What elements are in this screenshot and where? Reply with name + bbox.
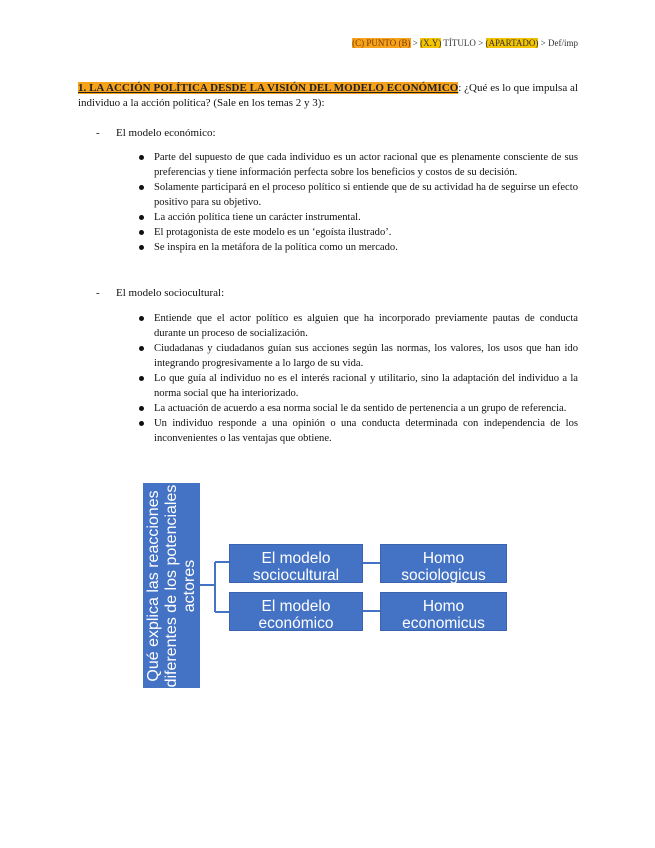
- list-item: Se inspira en la metáfora de la política como un mercado.: [136, 240, 578, 255]
- list-item: La actuación de acuerdo a esa norma social le da sentido de pertenencia a un grupo de referencia.: [136, 401, 578, 416]
- section-heading: [78, 81, 578, 111]
- running-header: [352, 38, 578, 48]
- box-sociocultural-model: El modelo sociocultural: [229, 544, 363, 583]
- dash-marker: -: [96, 287, 100, 299]
- header-apartado: (APARTADO): [485, 38, 539, 48]
- box-economic-model: El modelo económico: [229, 592, 363, 631]
- list-item: Parte del supuesto de que cada individuo es un actor racional que es plenamente consciente de sus preferencias y tiene información perfecta sobre los beneficios y costos de su decisión.: [136, 150, 578, 180]
- section-label: El modelo económico:: [116, 127, 216, 139]
- header-defimp: > Def/imp: [538, 38, 578, 48]
- heading-question: : ¿Qué es lo que impulsa al individuo a la acción política? (Sale en los temas 2 y 3):: [78, 82, 578, 109]
- root-label: Qué explica las reacciones diferentes de los potenciales actores: [144, 484, 198, 687]
- list-item: El protagonista de este modelo es un ‘egoísta ilustrado’.: [136, 225, 578, 240]
- section-economic-label: [96, 127, 216, 139]
- header-separator: >: [475, 38, 486, 48]
- root-connector: [200, 562, 229, 612]
- root-box: [143, 483, 200, 688]
- section-label: El modelo sociocultural:: [116, 287, 225, 299]
- economic-model-list: [136, 150, 578, 255]
- sociocultural-model-list: [136, 311, 578, 446]
- header-punto: (C) PUNTO (B): [352, 38, 411, 48]
- section-sociocultural-label: [96, 287, 224, 299]
- header-xy: (X.Y): [420, 38, 442, 48]
- list-item: Entiende que el actor político es alguien que ha incorporado previamente pautas de conducta durante un proceso de socialización.: [136, 311, 578, 341]
- list-item: La acción política tiene un carácter instrumental.: [136, 210, 578, 225]
- dash-marker: -: [96, 127, 100, 139]
- header-titulo: TÍTULO: [441, 38, 476, 48]
- hierarchy-diagram: [143, 483, 510, 688]
- list-item: Solamente participará en el proceso político si entiende que de su actividad ha de seguirse un efecto positivo para su objetivo.: [136, 180, 578, 210]
- list-item: Lo que guía al individuo no es el interés racional y utilitario, sino la adaptación del individuo a la norma social que ha interiorizado.: [136, 371, 578, 401]
- header-separator: >: [410, 38, 421, 48]
- list-item: Un individuo responde a una opinión o una conducta determinada con independencia de los inconvenientes o las ventajas que obtiene.: [136, 416, 578, 446]
- list-item: Ciudadanas y ciudadanos guían sus acciones según las normas, los valores, los usos que han ido integrando progresivamente a lo largo de su vida.: [136, 341, 578, 371]
- heading-title: 1. LA ACCIÓN POLÍTICA DESDE LA VISIÓN DEL MODELO ECONÓMICO: [78, 82, 459, 94]
- box-homo-sociologicus: Homo sociologicus: [380, 544, 507, 583]
- box-homo-economicus: Homo economicus: [380, 592, 507, 631]
